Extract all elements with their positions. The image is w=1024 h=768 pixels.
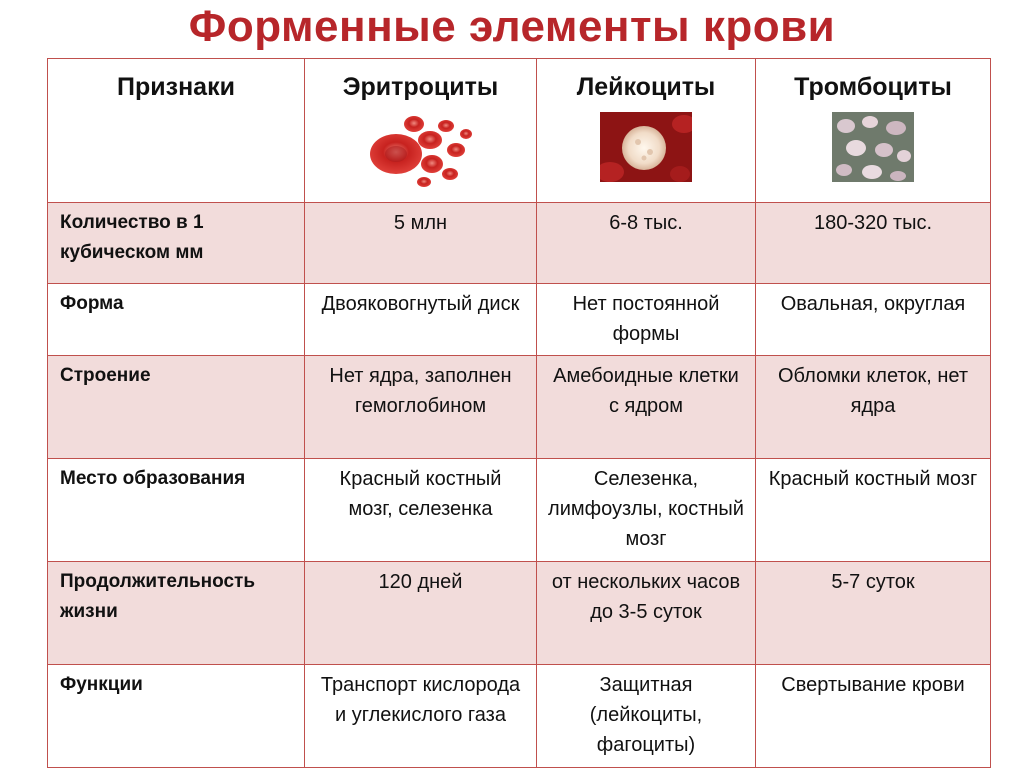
table-row — [48, 459, 991, 562]
table-header-row — [48, 59, 991, 203]
cell-leukocytes: Нет постоянной формы — [537, 284, 756, 356]
row-label: Продолжительность жизни — [48, 562, 305, 665]
header-features — [48, 59, 305, 203]
cell-leukocytes: Амебоидные клетки с ядром — [537, 356, 756, 459]
cell-leukocytes: Селезенка, лимфоузлы, костный мозг — [537, 459, 756, 562]
table-row — [48, 562, 991, 665]
cell-platelets: Красный костный мозг — [756, 459, 991, 562]
table-row — [48, 203, 991, 284]
cell-leukocytes: от нескольких часов до 3-5 суток — [537, 562, 756, 665]
cell-erythrocytes: Двояковогнутый диск — [305, 284, 537, 356]
row-label: Место образования — [48, 459, 305, 562]
table-row — [48, 665, 991, 768]
header-platelets-label: Тромбоциты — [794, 73, 952, 101]
row-label: Функции — [48, 665, 305, 768]
cell-platelets: 180-320 тыс. — [756, 203, 991, 284]
cell-platelets: 5-7 суток — [756, 562, 991, 665]
cell-erythrocytes: Транспорт кислорода и углекислого газа — [305, 665, 537, 768]
platelets-image — [832, 112, 914, 182]
header-leukocytes — [537, 59, 756, 203]
blood-elements-table — [47, 58, 991, 768]
row-label: Форма — [48, 284, 305, 356]
cell-erythrocytes: Нет ядра, заполнен гемоглобином — [305, 356, 537, 459]
header-erythrocytes-label: Эритроциты — [342, 73, 499, 101]
cell-platelets: Овальная, округлая — [756, 284, 991, 356]
cell-platelets: Обломки клеток, нет ядра — [756, 356, 991, 459]
cell-leukocytes: 6-8 тыс. — [537, 203, 756, 284]
cell-leukocytes: Защитная (лейкоциты, фагоциты) — [537, 665, 756, 768]
page-title: Форменные элементы крови — [188, 2, 836, 51]
cell-platelets: Свертывание крови — [756, 665, 991, 768]
header-platelets — [756, 59, 991, 203]
header-features-label: Признаки — [117, 73, 235, 101]
cell-erythrocytes: Красный костный мозг, селезенка — [305, 459, 537, 562]
header-leukocytes-label: Лейкоциты — [576, 73, 716, 101]
leukocytes-image — [600, 112, 692, 182]
header-erythrocytes — [305, 59, 537, 203]
table-row — [48, 284, 991, 356]
row-label: Количество в 1 кубическом мм — [48, 203, 305, 284]
cell-erythrocytes: 5 млн — [305, 203, 537, 284]
erythrocytes-image — [366, 112, 476, 190]
row-label: Строение — [48, 356, 305, 459]
cell-erythrocytes: 120 дней — [305, 562, 537, 665]
table-row — [48, 356, 991, 459]
